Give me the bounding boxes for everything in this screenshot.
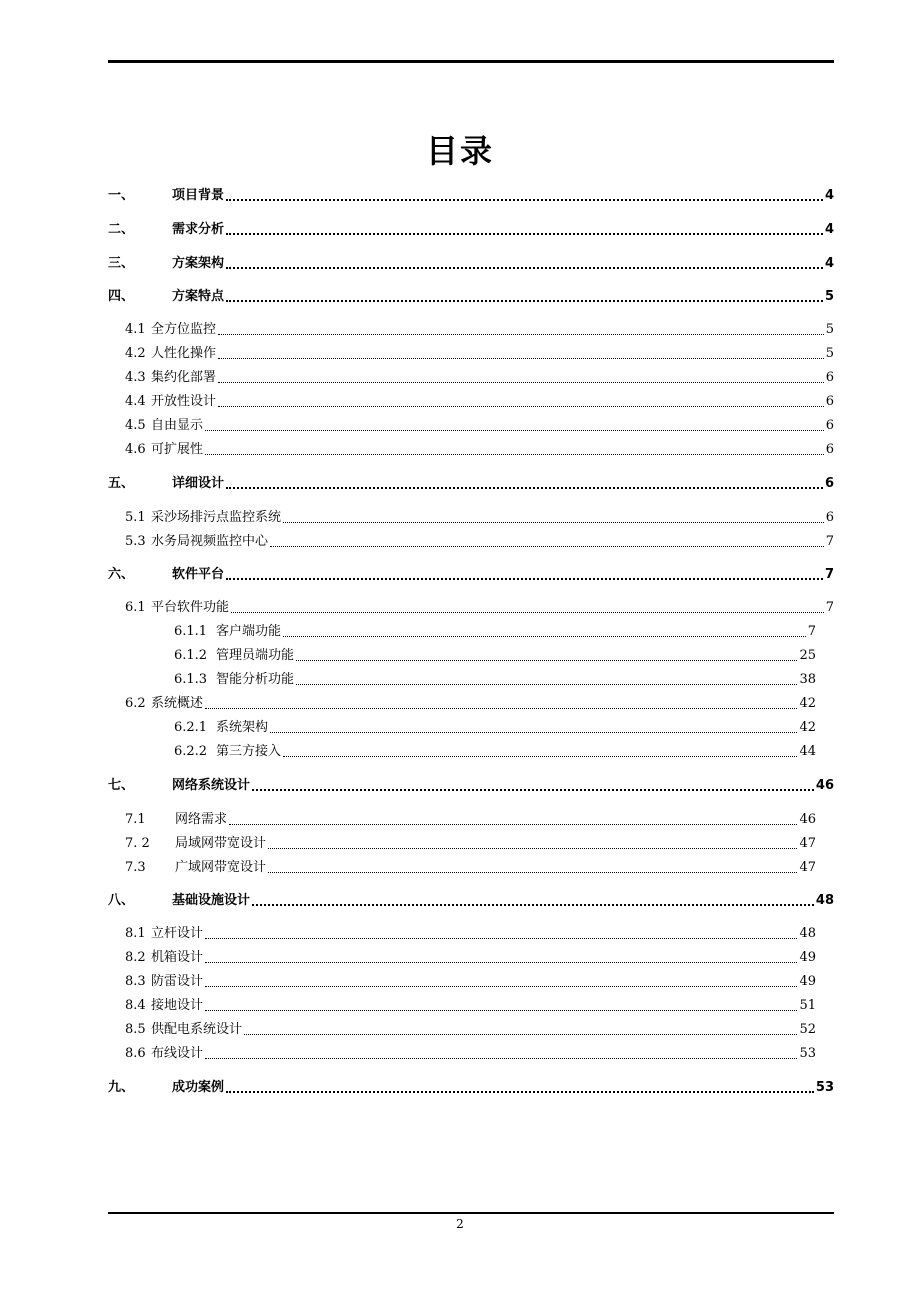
toc-dot-leader <box>218 357 824 359</box>
toc-entry-number: 6.1.2 <box>174 648 208 663</box>
toc-entry-page: 49 <box>799 974 816 989</box>
toc-entry-label: 方案特点 <box>172 289 225 304</box>
toc-entry-label: 成功案例 <box>172 1080 225 1095</box>
toc-entry-page: 7 <box>825 534 834 549</box>
toc-entry[interactable] <box>108 1076 834 1096</box>
toc-entry[interactable] <box>108 774 834 794</box>
toc-entry-number: 7.3 <box>125 860 146 875</box>
toc-entry-page: 51 <box>799 998 816 1013</box>
toc-entry-number: 4.5 <box>125 418 146 433</box>
toc-entry-page: 4 <box>824 256 834 271</box>
toc-entry-page: 25 <box>799 648 816 663</box>
toc-entry-number: 五、 <box>108 476 135 491</box>
toc-entry[interactable] <box>125 946 816 966</box>
toc-dot-leader <box>226 486 823 489</box>
toc-dot-leader <box>226 577 823 580</box>
toc-entry-number: 四、 <box>108 289 135 304</box>
toc-dot-leader <box>296 683 797 685</box>
toc-dot-leader <box>268 847 797 849</box>
toc-dot-leader <box>205 707 797 709</box>
toc-entry-number: 6.1 <box>125 600 146 615</box>
toc-entry[interactable] <box>125 366 834 386</box>
toc-entry-number: 5.1 <box>125 510 146 525</box>
toc-entry-number: 4.4 <box>125 394 146 409</box>
toc-entry-label: 机箱设计 <box>151 950 204 965</box>
toc-dot-leader <box>283 521 824 523</box>
toc-entry-number: 6.1.1 <box>174 624 208 639</box>
toc-entry-page: 7 <box>824 567 834 582</box>
toc-entry-label: 全方位监控 <box>151 322 217 337</box>
toc-entry-label: 立杆设计 <box>151 926 204 941</box>
toc-dot-leader <box>205 429 824 431</box>
toc-entry-page: 6 <box>824 476 834 491</box>
toc-entry-number: 4.1 <box>125 322 146 337</box>
toc-entry-number: 4.3 <box>125 370 146 385</box>
toc-entry-label: 软件平台 <box>172 567 225 582</box>
toc-entry-page: 6 <box>825 442 834 457</box>
toc-entry-label: 系统架构 <box>216 720 269 735</box>
toc-entry-label: 项目背景 <box>172 188 225 203</box>
toc-dot-leader <box>252 788 814 791</box>
toc-entry-page: 6 <box>825 370 834 385</box>
toc-entry[interactable] <box>174 740 816 760</box>
toc-entry-page: 48 <box>815 893 834 908</box>
toc-entry[interactable] <box>174 644 816 664</box>
toc-entry-number: 二、 <box>108 222 135 237</box>
toc-entry-label: 接地设计 <box>151 998 204 1013</box>
toc-dot-leader <box>268 871 797 873</box>
toc-dot-leader <box>244 1033 797 1035</box>
toc-dot-leader <box>283 755 797 757</box>
toc-entry-label: 可扩展性 <box>151 442 204 457</box>
toc-entry-page: 6 <box>825 418 834 433</box>
toc-entry-page: 7 <box>825 600 834 615</box>
toc-entry-number: 八、 <box>108 893 135 908</box>
toc-entry[interactable] <box>125 922 816 942</box>
toc-dot-leader <box>218 381 824 383</box>
toc-dot-leader <box>296 659 797 661</box>
toc-entry-number: 三、 <box>108 256 135 271</box>
toc-dot-leader <box>226 1090 814 1093</box>
toc-entry-page: 4 <box>824 222 834 237</box>
toc-entry[interactable] <box>125 506 834 526</box>
toc-entry-number: 7. 2 <box>125 836 150 851</box>
toc-entry[interactable] <box>125 438 834 458</box>
toc-entry-page: 5 <box>824 289 834 304</box>
toc-entry[interactable] <box>108 252 834 272</box>
toc-entry[interactable] <box>108 472 834 492</box>
toc-entry-number: 七、 <box>108 778 135 793</box>
toc-entry-number: 4.6 <box>125 442 146 457</box>
toc-dot-leader <box>205 1009 797 1011</box>
toc-dot-leader <box>205 1057 797 1059</box>
toc-dot-leader <box>205 453 824 455</box>
toc-dot-leader <box>205 985 797 987</box>
toc-entry-number: 九、 <box>108 1080 135 1095</box>
toc-dot-leader <box>218 333 824 335</box>
toc-entry[interactable] <box>125 342 834 362</box>
toc-entry[interactable] <box>125 808 816 828</box>
toc-entry-label: 客户端功能 <box>216 624 282 639</box>
toc-entry-number: 6.2.2 <box>174 744 208 759</box>
toc-entry-label: 采沙场排污点监控系统 <box>151 510 282 525</box>
toc-entry[interactable] <box>125 832 816 852</box>
toc-entry-label: 需求分析 <box>172 222 225 237</box>
footer-page-number: 2 <box>456 1217 464 1231</box>
toc-entry-page: 46 <box>799 812 816 827</box>
toc-entry[interactable] <box>174 716 816 736</box>
toc-entry-page: 46 <box>815 778 834 793</box>
toc-entry-page: 6 <box>825 510 834 525</box>
toc-dot-leader <box>226 299 823 302</box>
toc-entry-number: 7.1 <box>125 812 146 827</box>
toc-entry-page: 44 <box>799 744 816 759</box>
toc-entry[interactable] <box>125 692 816 712</box>
header-rule <box>108 60 834 63</box>
toc-entry-label: 方案架构 <box>172 256 225 271</box>
toc-entry[interactable] <box>108 184 834 204</box>
toc-entry-label: 人性化操作 <box>151 346 217 361</box>
toc-entry-label: 防雷设计 <box>151 974 204 989</box>
toc-entry-page: 49 <box>799 950 816 965</box>
toc-entry-number: 5.3 <box>125 534 146 549</box>
toc-entry-page: 7 <box>807 624 816 639</box>
toc-entry[interactable] <box>125 1042 816 1062</box>
toc-entry-number: 4.2 <box>125 346 146 361</box>
toc-entry[interactable] <box>108 889 834 909</box>
toc-entry[interactable] <box>174 668 816 688</box>
toc-entry-number: 6.1.3 <box>174 672 208 687</box>
toc-dot-leader <box>205 937 797 939</box>
toc-entry-label: 智能分析功能 <box>216 672 295 687</box>
toc-entry-page: 52 <box>799 1022 816 1037</box>
toc-entry[interactable] <box>174 620 816 640</box>
toc-entry-label: 开放性设计 <box>151 394 217 409</box>
toc-entry-number: 6.2 <box>125 696 146 711</box>
toc-entry-label: 网络系统设计 <box>172 778 251 793</box>
page-title: 目录 <box>425 132 494 170</box>
toc-entry[interactable] <box>125 596 834 616</box>
toc-entry-page: 47 <box>799 860 816 875</box>
toc-entry-label: 第三方接入 <box>216 744 282 759</box>
toc-entry-label: 平台软件功能 <box>151 600 230 615</box>
toc-entry-label: 集约化部署 <box>151 370 217 385</box>
toc-entry-label: 系统概述 <box>151 696 204 711</box>
toc-dot-leader <box>226 266 823 269</box>
toc-dot-leader <box>231 611 824 613</box>
toc-entry[interactable] <box>125 530 834 550</box>
toc-dot-leader <box>229 823 797 825</box>
toc-entry-page: 5 <box>825 322 834 337</box>
toc-entry[interactable] <box>125 414 834 434</box>
toc-entry-number: 一、 <box>108 188 135 203</box>
toc-dot-leader <box>270 731 797 733</box>
toc-entry-number: 6.2.1 <box>174 720 208 735</box>
toc-entry-label: 局域网带宽设计 <box>175 836 267 851</box>
toc-entry-label: 布线设计 <box>151 1046 204 1061</box>
toc-entry-label: 管理员端功能 <box>216 648 295 663</box>
toc-entry-page: 47 <box>799 836 816 851</box>
toc-entry[interactable] <box>125 390 834 410</box>
toc-entry-page: 38 <box>799 672 816 687</box>
toc-entry-number: 8.1 <box>125 926 146 941</box>
toc-entry-label: 广域网带宽设计 <box>175 860 267 875</box>
toc-entry-number: 8.6 <box>125 1046 146 1061</box>
toc-entry-page: 53 <box>799 1046 816 1061</box>
toc-dot-leader <box>226 232 823 235</box>
toc-entry[interactable] <box>108 285 834 305</box>
toc-entry-label: 自由显示 <box>151 418 204 433</box>
toc-dot-leader <box>283 635 806 637</box>
toc-entry-page: 6 <box>825 394 834 409</box>
toc-entry-page: 42 <box>799 696 816 711</box>
toc-dot-leader <box>218 405 824 407</box>
toc-entry[interactable] <box>125 970 816 990</box>
toc-entry[interactable] <box>125 994 816 1014</box>
toc-dot-leader <box>270 545 824 547</box>
toc-entry[interactable] <box>125 318 834 338</box>
toc-entry[interactable] <box>125 856 816 876</box>
toc-entry[interactable] <box>108 563 834 583</box>
toc-dot-leader <box>226 198 823 201</box>
toc-entry[interactable] <box>108 218 834 238</box>
toc-entry-label: 网络需求 <box>175 812 228 827</box>
toc-entry-page: 42 <box>799 720 816 735</box>
toc-entry-number: 8.5 <box>125 1022 146 1037</box>
toc-entry-label: 水务局视频监控中心 <box>151 534 269 549</box>
toc-entry-page: 4 <box>824 188 834 203</box>
toc-entry-label: 详细设计 <box>172 476 225 491</box>
toc-entry[interactable] <box>125 1018 816 1038</box>
toc-entry-page: 53 <box>815 1080 834 1095</box>
toc-entry-page: 48 <box>799 926 816 941</box>
toc-entry-page: 5 <box>825 346 834 361</box>
toc-dot-leader <box>252 903 814 906</box>
toc-entry-label: 供配电系统设计 <box>151 1022 243 1037</box>
toc-entry-number: 六、 <box>108 567 135 582</box>
toc-entry-number: 8.2 <box>125 950 146 965</box>
footer-rule <box>108 1212 834 1214</box>
toc-entry-label: 基础设施设计 <box>172 893 251 908</box>
toc-entry-number: 8.4 <box>125 998 146 1013</box>
toc-entry-number: 8.3 <box>125 974 146 989</box>
toc-dot-leader <box>205 961 797 963</box>
